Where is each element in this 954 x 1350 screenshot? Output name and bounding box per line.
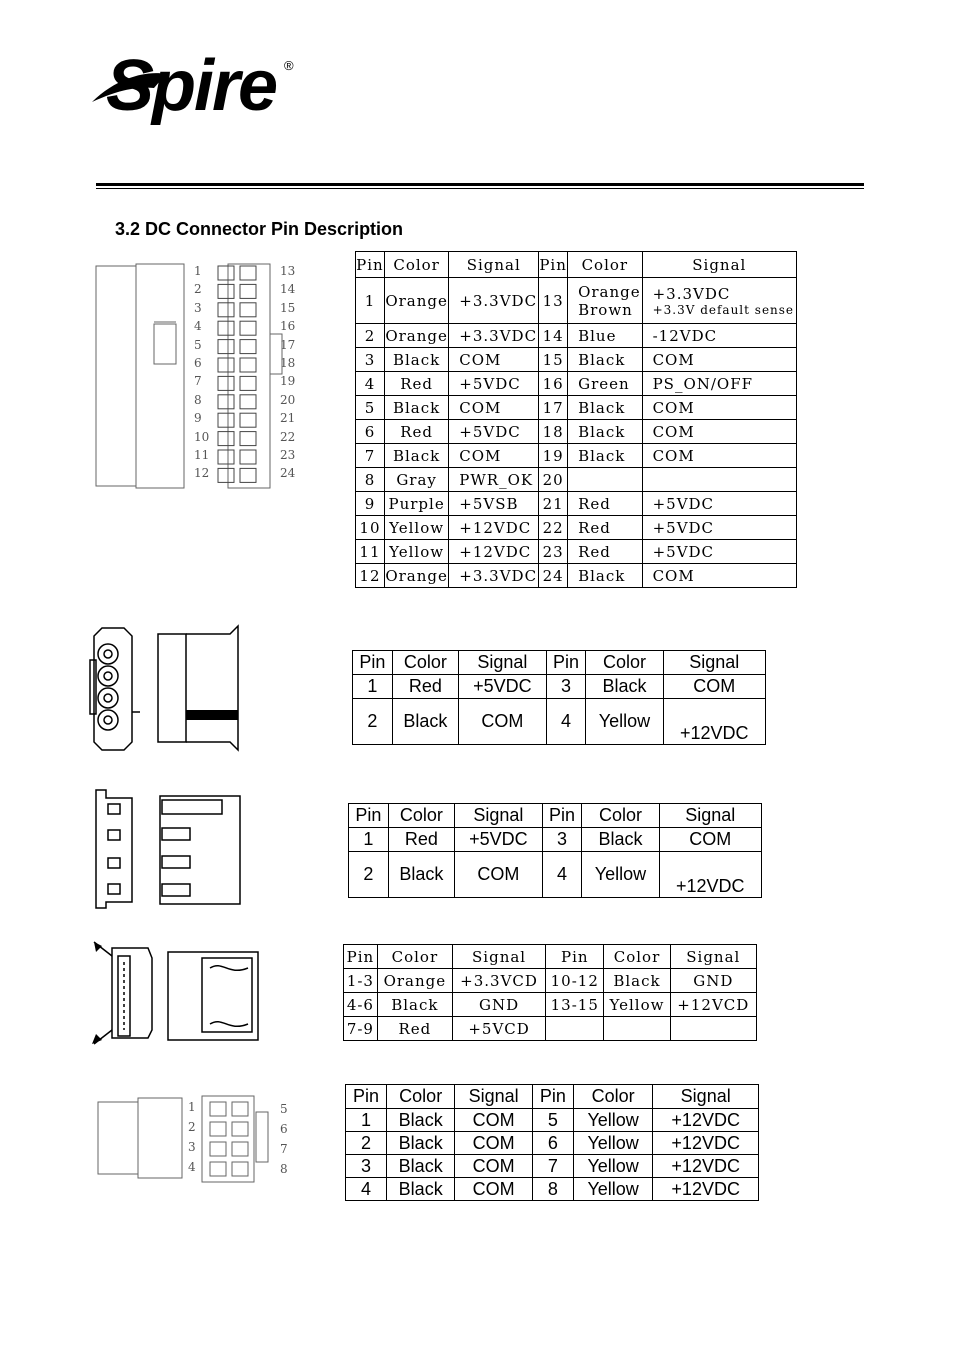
table-cell: 7-9 <box>344 1017 378 1041</box>
table-cell: 23 <box>539 540 568 564</box>
table-cell: +3.3VCD <box>452 969 545 993</box>
molex-connector-drawing <box>88 624 244 756</box>
table-cell: +5VDC <box>459 675 547 699</box>
pin-number: 1 <box>194 264 202 278</box>
table-cell: 7 <box>532 1155 573 1178</box>
column-header: Signal <box>455 1085 533 1109</box>
pin-cell <box>218 321 234 335</box>
column-header: Color <box>586 651 663 675</box>
table-cell: 24 <box>539 564 568 588</box>
table-cell: Yellow <box>573 1132 653 1155</box>
table-cell: Orange <box>384 278 448 324</box>
table-cell <box>670 1017 756 1041</box>
pin-cell <box>240 340 256 354</box>
table-cell: Black <box>387 1155 455 1178</box>
pin-number: 1 <box>188 1100 196 1114</box>
table-cell: +12VDC <box>449 516 539 540</box>
sata-connector-drawing <box>88 938 264 1048</box>
pin-cell <box>218 266 234 280</box>
molex-pin-table <box>352 650 766 745</box>
table-cell: +5VSB <box>449 492 539 516</box>
table-cell: Black <box>586 675 663 699</box>
pin-number: 4 <box>194 319 202 334</box>
pin-cell <box>240 266 256 280</box>
table-row <box>356 324 797 348</box>
table-cell: +12VDC <box>449 540 539 564</box>
floppy-pin-table <box>348 803 762 898</box>
header-rule-thin <box>96 188 864 189</box>
table-cell: PS_ON/OFF <box>642 372 796 396</box>
table-row <box>356 372 797 396</box>
table-cell: Red <box>388 828 454 852</box>
table-cell: 1 <box>356 278 385 324</box>
column-header: Pin <box>539 252 568 278</box>
table-row <box>353 675 766 699</box>
table-cell: Yellow <box>573 1109 653 1132</box>
pin-cell <box>218 303 234 317</box>
table-cell: 1 <box>353 675 393 699</box>
atx24-connector-drawing <box>94 262 304 490</box>
pin-number: 6 <box>194 356 202 370</box>
table-cell: Orange <box>384 564 448 588</box>
column-header: Color <box>388 804 454 828</box>
table-header-row <box>356 252 797 278</box>
column-header: Color <box>377 945 452 969</box>
table-cell: 6 <box>356 420 385 444</box>
table-cell: Yellow <box>582 852 659 898</box>
pin-number: 5 <box>194 337 202 352</box>
pin-number: 6 <box>280 1122 288 1136</box>
floppy-connector-icon <box>92 788 248 912</box>
pin-number: 3 <box>188 1140 196 1154</box>
table-row <box>344 969 757 993</box>
column-header: Color <box>387 1085 455 1109</box>
pin-number: 2 <box>188 1120 196 1134</box>
table-cell: +12VCD <box>670 993 756 1017</box>
column-header: Pin <box>546 651 586 675</box>
table-header-row <box>344 945 757 969</box>
column-header: Color <box>573 1085 653 1109</box>
pin-number: 8 <box>194 392 202 407</box>
table-cell: +12VDC <box>663 699 765 745</box>
table-cell: Red <box>384 420 448 444</box>
table-cell: 4 <box>542 852 582 898</box>
table-cell: 9 <box>356 492 385 516</box>
table-cell: +3.3VDC +3.3V default sense <box>642 278 796 324</box>
column-header: Signal <box>653 1085 759 1109</box>
table-cell: 21 <box>539 492 568 516</box>
table-header-row <box>346 1085 759 1109</box>
pin-cell <box>240 413 256 427</box>
table-cell: 3 <box>546 675 586 699</box>
table-cell: COM <box>455 852 543 898</box>
table-cell: +12VDC <box>659 852 761 898</box>
table-cell: Black <box>568 444 642 468</box>
table-cell: COM <box>659 828 761 852</box>
pin-number: 22 <box>280 429 296 444</box>
table-cell: Yellow <box>604 993 670 1017</box>
pin-cell <box>218 340 234 354</box>
table-cell: 4 <box>346 1178 387 1201</box>
table-cell: Black <box>384 444 448 468</box>
color-second-line: Brown <box>578 300 633 319</box>
table-cell: 16 <box>539 372 568 396</box>
pin-number: 11 <box>194 448 210 462</box>
table-cell: Orange <box>377 969 452 993</box>
pin-cell <box>240 321 256 335</box>
column-header: Pin <box>349 804 389 828</box>
atx24-pin-table <box>355 251 797 588</box>
pin-number: 7 <box>194 374 202 389</box>
table-cell: 19 <box>539 444 568 468</box>
table-cell: +5VDC <box>642 492 796 516</box>
table-cell: 1 <box>349 828 389 852</box>
eps8-pin-table <box>345 1084 759 1201</box>
table-row <box>356 516 797 540</box>
pin-cell <box>218 284 234 298</box>
pin-cell <box>240 358 256 372</box>
pin-number: 12 <box>194 466 210 481</box>
table-cell: COM <box>642 348 796 372</box>
table-cell: Black <box>604 969 670 993</box>
column-header: Signal <box>449 252 539 278</box>
table-cell <box>604 1017 670 1041</box>
table-cell: +12VDC <box>653 1178 759 1201</box>
table-cell: +5VDC <box>449 372 539 396</box>
table-cell: +5VDC <box>642 540 796 564</box>
table-row <box>356 564 797 588</box>
table-row <box>356 540 797 564</box>
pin-number: 14 <box>280 282 296 297</box>
eps8-connector-drawing <box>96 1094 296 1186</box>
table-cell: Orange Brown <box>568 278 642 324</box>
table-cell: Red <box>568 492 642 516</box>
table-cell: 4 <box>356 372 385 396</box>
table-cell: 5 <box>532 1109 573 1132</box>
table-cell: 11 <box>356 540 385 564</box>
pin-cell <box>240 376 256 390</box>
table-cell: Green <box>568 372 642 396</box>
table-cell: COM <box>642 564 796 588</box>
table-cell: 2 <box>346 1132 387 1155</box>
table-cell: 1 <box>346 1109 387 1132</box>
table-row <box>349 852 762 898</box>
table-cell: +3.3VDC <box>449 278 539 324</box>
table-cell: Black <box>568 348 642 372</box>
table-cell <box>568 468 642 492</box>
table-cell: COM <box>642 396 796 420</box>
table-cell: 13 <box>539 278 568 324</box>
table-cell: 15 <box>539 348 568 372</box>
table-cell: +12VDC <box>653 1109 759 1132</box>
column-header: Pin <box>353 651 393 675</box>
table-cell: 10 <box>356 516 385 540</box>
sata-connector-icon <box>88 938 264 1048</box>
table-cell: 1-3 <box>344 969 378 993</box>
table-cell: Black <box>387 1178 455 1201</box>
pin-number: 24 <box>280 466 296 481</box>
pin-cell <box>240 432 256 446</box>
table-cell: 6 <box>532 1132 573 1155</box>
table-cell: Black <box>582 828 659 852</box>
table-cell: Red <box>377 1017 452 1041</box>
column-header: Color <box>384 252 448 278</box>
table-cell: Black <box>384 396 448 420</box>
table-header-row <box>353 651 766 675</box>
table-cell: +3.3VDC <box>449 324 539 348</box>
pin-number: 9 <box>194 411 202 426</box>
table-cell: Black <box>392 699 458 745</box>
column-header: Color <box>392 651 458 675</box>
table-cell: Orange <box>384 324 448 348</box>
section-title: 3.2 DC Connector Pin Description <box>115 219 404 239</box>
table-cell: 2 <box>353 699 393 745</box>
table-row <box>344 993 757 1017</box>
table-cell: 10-12 <box>546 969 604 993</box>
column-header: Signal <box>455 804 543 828</box>
table-cell: Yellow <box>384 540 448 564</box>
pin-number: 23 <box>280 448 296 462</box>
table-cell: Red <box>568 516 642 540</box>
pin-number: 18 <box>280 356 296 370</box>
table-cell: COM <box>663 675 765 699</box>
table-row <box>344 1017 757 1041</box>
table-cell <box>642 468 796 492</box>
table-cell: 13-15 <box>546 993 604 1017</box>
column-header: Signal <box>663 651 765 675</box>
table-cell: Black <box>568 564 642 588</box>
table-cell: Black <box>568 420 642 444</box>
pin-cell <box>218 358 234 372</box>
table-cell: COM <box>459 699 547 745</box>
molex-connector-icon <box>88 624 244 756</box>
table-cell: Gray <box>384 468 448 492</box>
pin-number: 4 <box>188 1160 196 1174</box>
table-cell: COM <box>642 444 796 468</box>
pin-number: 10 <box>194 429 210 444</box>
table-cell: Black <box>568 396 642 420</box>
table-row <box>356 348 797 372</box>
table-row <box>346 1155 759 1178</box>
pin-number: 15 <box>280 300 296 315</box>
table-cell: Black <box>387 1132 455 1155</box>
pin-number: 3 <box>194 300 202 315</box>
table-cell: +5VDC <box>455 828 543 852</box>
table-cell: +3.3VDC <box>449 564 539 588</box>
table-cell <box>546 1017 604 1041</box>
table-cell: Red <box>568 540 642 564</box>
column-header: Signal <box>452 945 545 969</box>
table-cell: 12 <box>356 564 385 588</box>
pin-cell <box>240 468 256 482</box>
table-cell: Black <box>387 1109 455 1132</box>
table-cell: Red <box>392 675 458 699</box>
table-cell: 2 <box>356 324 385 348</box>
table-cell: Yellow <box>586 699 663 745</box>
pin-number: 7 <box>280 1142 288 1156</box>
logo-wordmark: Spire <box>106 46 277 126</box>
floppy-connector-drawing <box>92 788 248 912</box>
table-cell: 14 <box>539 324 568 348</box>
column-header: Signal <box>659 804 761 828</box>
column-header: Pin <box>344 945 378 969</box>
table-cell: COM <box>449 444 539 468</box>
table-cell: Black <box>377 993 452 1017</box>
table-cell: Black <box>388 852 454 898</box>
pin-cell <box>218 413 234 427</box>
pin-cell <box>240 450 256 464</box>
table-row <box>356 420 797 444</box>
pin-cell <box>240 284 256 298</box>
sata-pin-table <box>343 944 757 1041</box>
pin-number: 2 <box>194 282 202 297</box>
table-row <box>356 278 797 324</box>
pin-cell <box>218 376 234 390</box>
table-cell: 22 <box>539 516 568 540</box>
table-cell: 17 <box>539 396 568 420</box>
pin-number: 13 <box>280 264 296 278</box>
pin-cell <box>240 303 256 317</box>
spire-logo <box>84 40 304 132</box>
table-cell: 5 <box>356 396 385 420</box>
column-header: Color <box>604 945 670 969</box>
pin-cell <box>240 395 256 409</box>
column-header: Pin <box>356 252 385 278</box>
pin-number: 16 <box>280 319 296 334</box>
table-cell: +5VDC <box>449 420 539 444</box>
table-cell: GND <box>452 993 545 1017</box>
table-cell: Yellow <box>384 516 448 540</box>
table-header-row <box>349 804 762 828</box>
table-cell: GND <box>670 969 756 993</box>
registered-mark: ® <box>284 58 294 73</box>
pin-cell <box>218 450 234 464</box>
table-cell: COM <box>642 420 796 444</box>
table-cell: 3 <box>542 828 582 852</box>
pin-number: 21 <box>280 411 296 426</box>
pin-cell <box>218 468 234 482</box>
column-header: Color <box>582 804 659 828</box>
header-rule-thick <box>96 183 864 186</box>
table-cell: COM <box>455 1178 533 1201</box>
table-cell: COM <box>455 1132 533 1155</box>
table-cell: Red <box>384 372 448 396</box>
table-cell: COM <box>449 348 539 372</box>
table-row <box>356 468 797 492</box>
table-cell: +12VDC <box>653 1155 759 1178</box>
pin-number: 19 <box>280 374 296 389</box>
table-cell: 4 <box>546 699 586 745</box>
table-cell: 8 <box>532 1178 573 1201</box>
table-cell: 4-6 <box>344 993 378 1017</box>
table-cell: +5VCD <box>452 1017 545 1041</box>
table-cell: COM <box>449 396 539 420</box>
table-cell: Purple <box>384 492 448 516</box>
table-cell: Blue <box>568 324 642 348</box>
table-cell: 18 <box>539 420 568 444</box>
table-cell: 3 <box>346 1155 387 1178</box>
table-row <box>346 1178 759 1201</box>
table-cell: 3 <box>356 348 385 372</box>
eps8-connector-icon <box>96 1094 296 1186</box>
table-row <box>356 396 797 420</box>
signal-second-line: +3.3V default sense <box>652 302 795 317</box>
column-header: Color <box>568 252 642 278</box>
table-cell: PWR_OK <box>449 468 539 492</box>
pin-cell <box>218 432 234 446</box>
pin-number: 5 <box>280 1102 288 1116</box>
column-header: Signal <box>642 252 796 278</box>
table-cell: COM <box>455 1109 533 1132</box>
table-row <box>349 828 762 852</box>
table-cell: Black <box>384 348 448 372</box>
table-cell: 20 <box>539 468 568 492</box>
table-row <box>353 699 766 745</box>
column-header: Pin <box>542 804 582 828</box>
column-header: Pin <box>532 1085 573 1109</box>
table-row <box>346 1109 759 1132</box>
table-cell: +5VDC <box>642 516 796 540</box>
table-row <box>356 492 797 516</box>
pin-number: 20 <box>280 392 296 407</box>
pin-cell <box>218 395 234 409</box>
column-header: Pin <box>346 1085 387 1109</box>
column-header: Signal <box>670 945 756 969</box>
pin-number: 17 <box>280 337 296 352</box>
table-cell: Yellow <box>573 1155 653 1178</box>
column-header: Signal <box>459 651 547 675</box>
table-cell: 8 <box>356 468 385 492</box>
table-cell: 7 <box>356 444 385 468</box>
table-row <box>356 444 797 468</box>
table-cell: Yellow <box>573 1178 653 1201</box>
table-row <box>346 1132 759 1155</box>
column-header: Pin <box>546 945 604 969</box>
table-cell: -12VDC <box>642 324 796 348</box>
table-cell: +12VDC <box>653 1132 759 1155</box>
table-cell: 2 <box>349 852 389 898</box>
table-cell: COM <box>455 1155 533 1178</box>
pin-number: 8 <box>280 1162 288 1176</box>
